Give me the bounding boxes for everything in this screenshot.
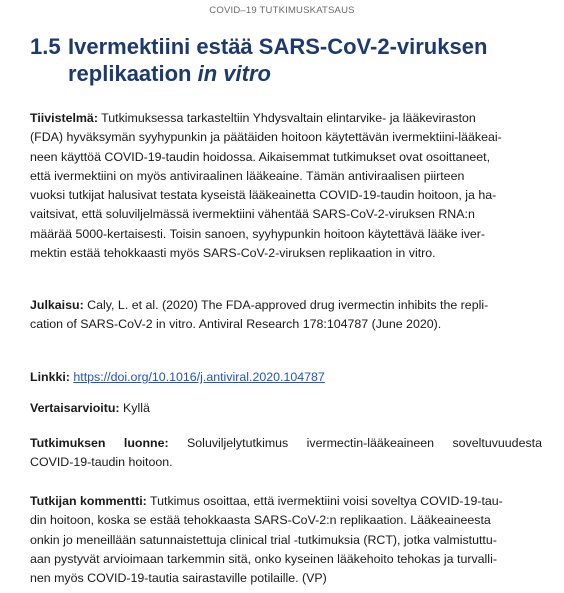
study-type-text: Soluviljelytutkimus ivermectin-lääkeaineen soveltuvuudesta — [187, 436, 542, 450]
publication-line: cation of SARS-CoV-2 in vitro. Antiviral Research 178:104787 (June 2020). — [30, 317, 442, 332]
doi-link[interactable]: https://doi.org/10.1016/j.antiviral.2020.104787 — [73, 370, 325, 384]
peer-review-section — [30, 399, 542, 418]
abstract-line — [30, 109, 542, 128]
abstract-line: mektin estää tehokkaasti myös SARS-CoV-2-viruksen replikaation in vitro. — [30, 246, 436, 261]
comment-label: Tutkijan kommentti: — [30, 494, 147, 508]
abstract-line: määrää 5000-kertaisesti. Toisin sanoen, syyhypunkin hoitoon käytettävä lääke iver- — [30, 226, 486, 241]
abstract-line: vaitsivat, että soluviljelmässä ivermektiini vähentää SARS-CoV-2-viruksen RNA:n — [30, 207, 475, 222]
study-type-label: Tutkimuksen luonne: — [30, 436, 169, 450]
comment-line: aan pystyvät arvioimaan tarkemmin sitä, onko kyseinen lääkehoito tehokas ja turvalli- — [30, 551, 497, 566]
comment-line: nen myös COVID-19-tautia sairastaville potilaille. (VP) — [30, 571, 327, 586]
comment-line: din hoitoon, koska se estää tehokkaasta SARS-CoV-2:n replikaation. Lääkeaineesta — [30, 513, 491, 528]
title-in-vitro: in vitro — [197, 61, 271, 86]
peer-review-label: Vertaisarvioitu: — [30, 401, 120, 415]
link-section — [30, 368, 542, 387]
abstract-section — [30, 109, 542, 263]
study-type-section — [30, 434, 542, 473]
researcher-comment-section — [30, 492, 542, 588]
study-type-line — [30, 434, 542, 453]
study-type-line: COVID-19-taudin hoitoon. — [30, 455, 173, 470]
article-title — [30, 33, 550, 87]
abstract-label: Tiivistelmä: — [30, 111, 98, 125]
abstract-line: (FDA) hyväksymän syyhypunkin ja päätäiden hoitoon käytettävän ivermektiini-lääkeai- — [30, 130, 502, 145]
publication-text: Caly, L. et al. (2020) The FDA-approved drug ivermectin inhibits the repli- — [87, 298, 489, 312]
abstract-line: että ivermektiini on myös antiviraalinen lääkeaine. Tämän antiviraalisen piirteen — [30, 168, 465, 183]
title-line-2 — [30, 60, 550, 87]
publication-line — [30, 296, 542, 315]
publication-section — [30, 296, 542, 335]
abstract-line: neen käyttöä COVID-19-taudin hoidossa. Aikaisemmat tutkimukset ovat osoittaneet, — [30, 149, 491, 164]
publication-label: Julkaisu: — [30, 298, 84, 312]
title-line-1: Ivermektiini estää SARS-CoV-2-viruksen — [68, 34, 488, 59]
comment-text: Tutkimus osoittaa, että ivermektiini voisi soveltya COVID-19-tau- — [150, 494, 503, 508]
link-label: Linkki: — [30, 370, 70, 384]
comment-line — [30, 492, 542, 511]
running-header: COVID–19 TUTKIMUSKATSAUS — [209, 5, 355, 16]
abstract-line: vuoksi tutkijat halusivat testata kyseistä lääkeainetta COVID-19-taudin hoitoon, ja ha- — [30, 188, 497, 203]
title-line-2-text: replikaation — [68, 61, 192, 86]
comment-line: onkin jo meneillään satunnaistettuja clinical trial -tutkimuksia (RCT), jotka valmistuttu- — [30, 532, 497, 547]
section-number: 1.5 — [30, 34, 61, 59]
abstract-text: Tutkimuksessa tarkasteltiin Yhdysvaltain elintarvike- ja lääkeviraston — [101, 111, 476, 125]
peer-review-value: Kyllä — [122, 401, 150, 415]
